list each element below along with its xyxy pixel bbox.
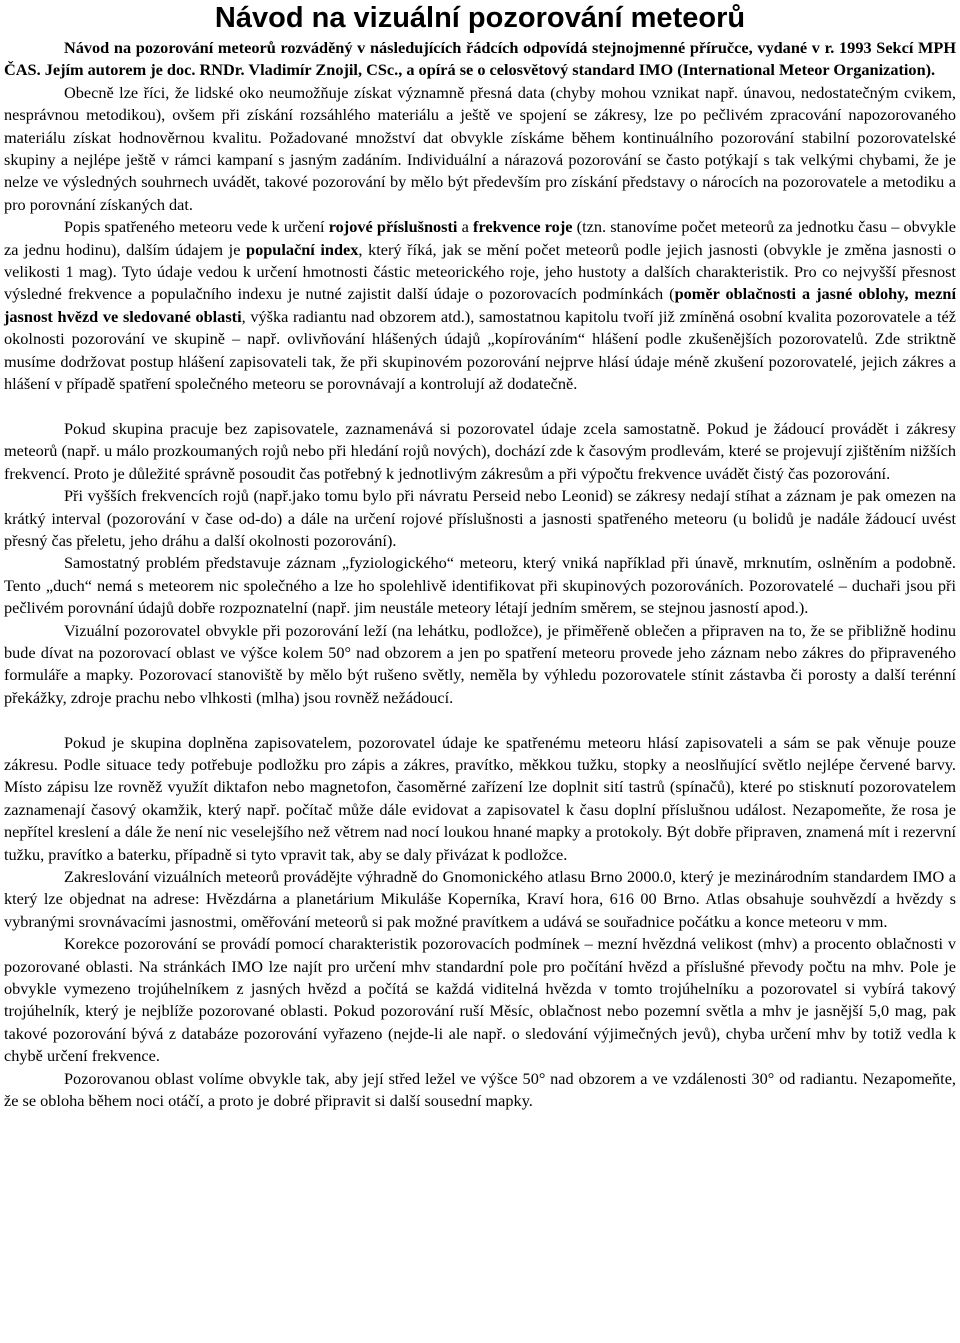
bold-term-population-index: populační index [246,239,359,259]
bold-term-shower-membership: rojové příslušnosti [328,217,458,237]
bold-term-shower-frequency: frekvence roje [473,217,573,237]
text-run: , který říká, jak se mění počet meteorů podle jejich jasnosti (obvykle je změna jasnosti o velikosti 1 mag). Tyto údaje vedou k určení hmotnosti částic meteorického roje, jeho hustoty a dalších charakteristik. Pro co nejvyšší přesnost výsledné frekvence a populačního indexu je nutné zajistit další údaje o pozorovacích podmínkách ( [4,239,956,304]
paragraph-phantom-meteor: Samostatný problém představuje záznam „fyziologického“ meteoru, který vniká například při únavě, mrknutím, oslněním a podobně. Tento „duch“ nemá s meteorem nic společného a lze ho spolehlivě identifikovat při skupinových pozorováních. Pozorovatelé – duchaři jsou při pečlivém porovnání údajů dobře rozpoznatelní (např. jim neustále meteory létají jedním směrem, se stejnou jasností apod.). [4,553,956,618]
paragraph-recorder: Pokud je skupina doplněna zapisovatelem, pozorovatel údaje ke spatřenému meteoru hlásí zapisovateli a sám se pak věnuje pouze zákresu. Podle situace tedy potřebuje podložku pro zápis a zákres, pravítko, měkkou tužku, stopky a neoslňující světlo nejlépe červené barvy. Místo zápisu lze rovněž využít diktafon nebo magnetofon, časoměrné zařízení lze doplnit sití tastrů (spínačů), které po stisknutí pozorovatelem zaznamenají časový okamžik, který např. počítač může dále evidovat a zapisovatel k času doplní příslušnou událost. Nezapomeňte, že rosa je nepřítel kreslení a dále že není nic veselejšího než větrem nad nocí loukou hnané mapky a protokoly. Být dobře připraven, znamená mít i rezervní tužku, pravítko a baterku, případně si tyto vpravit tak, aby se daly přivázat k podložce. [4,732,956,864]
paragraph-high-frequency: Při vyšších frekvencích rojů (např.jako tomu bylo při návratu Perseid nebo Leonid) se zákresy nedají stíhat a záznam je pak omezen na krátký interval (pozorování v čase od-do) a dále na určení rojové příslušnosti a jasnosti spatřeného meteoru (u bolidů je nadále žádoucí uvést přesný čas přeletu, jeho dráhu a další okolnosti pozorování). [4,486,956,550]
text-run: Popis spatřeného meteoru vede k určení [64,217,329,237]
paragraph-no-recorder: Pokud skupina pracuje bez zapisovatele, zaznamenává si pozorovatel údaje zcela samostatně. Pokud je žádoucí provádět i zákresy meteorů (např. u málo prozkoumaných rojů nebo při hledání rojů nových), dochází zde k časovým prodlevám, které se projevují zjištěním nižších frekvencí. Proto je důležité správně posoudit čas potřebný k jednotlivým zákresům a při výpočtu frekvence uvádět čistý čas pozorování. [4,418,956,483]
paragraph-description [4,216,956,395]
intro-paragraph: Návod na pozorování meteorů rozváděný v následujících řádcích odpovídá stejnojmenné příručce, vydané v r. 1993 Sekcí MPH ČAS. Jejím autorem je doc. RNDr. Vladimír Znojil, CSc., a opírá se o celosvětový standard IMO (International Meteor Organization). [4,38,956,80]
text-run: (tzn. stanovíme počet meteorů za jednotku času – obvykle za jednu hodinu), dalším údajem je [4,217,956,259]
bold-term-conditions: poměr oblačnosti a jasné oblohy, mezní jasnost hvězd ve sledované oblasti [4,284,956,326]
paragraph-gap [4,396,956,418]
text-run: , výška radiantu nad obzorem atd.), samostatnou kapitolu tvoří již zmíněná osobní kvalita pozorovatele a též okolnosti pozorování ve skupině – např. ovlivňování hlášených údajů „kopírováním“ hlášení podle zkušenějších pozorovatelů. Zde striktně musíme dodržovat postup hlášení zapisovateli tak, že při skupinovém pozorování nejprve hlásí údaje méně zkušení pozorovatelé, jejich zákres a hlášení v případě spatření společného meteoru se porovnávají a kontrolují až dodatečně. [4,306,956,394]
text-run: a [457,217,474,237]
paragraph-atlas: Zakreslování vizuálních meteorů provádějte výhradně do Gnomonického atlasu Brno 2000.0, který je mezinárodním standardem IMO a který lze objednat na adrese: Hvězdárna a planetárium Mikuláše Koperníka, Kraví hora, 616 00 Brno. Atlas obsahuje souhvězdí a hvězdy s vybranými srovnávacími jasnostmi, oměřování meteorů si pak možné pravítkem a udává se souřadnice počátku a konce meteoru v mm. [4,867,956,931]
paragraph-gap [4,709,956,731]
page-title: Návod na vizuální pozorování meteorů [214,2,746,34]
paragraph-corrections: Korekce pozorování se provádí pomocí charakteristik pozorovacích podmínek – mezní hvězdná velikost (mhv) a procento oblačnosti v pozorované oblasti. Na stránkách IMO lze najít pro určení mhv standardní pole pro počítání hvězd a příslušné převody počtu na mhv. Pole je obvykle vymezeno trojúhelníkem z jasných hvězd a počítá se každá viditelná hvězda v tomto trojúhelníku a pozorovatel si vybírá takový trojúhelník, který je nejblíže pozorované oblasti. Pokud pozorování ruší Měsíc, oblačnost nebo pozemní světla a mhv je jasnější 5,0 mag, pak takové pozorování bývá z databáze pozorování vyřazeno (nejde-li ale např. o sledování výjimečných jevů), chyba určení mhv by totiž vedla k chybě určení frekvence. [4,934,956,1066]
paragraph-field-selection: Pozorovanou oblast volíme obvykle tak, aby její střed ležel ve výšce 50° nad obzorem a ve vzdálenosti 30° od radiantu. Nezapomeňte, že se obloha během noci otáčí, a proto je dobré připravit si další sousední mapky. [4,1068,956,1111]
paragraph-accuracy: Obecně lze říci, že lidské oko neumožňuje získat významně přesná data (chyby mohou vznikat např. únavou, nedostatečným cvikem, nesprávnou metodikou), ovšem při získání rozsáhlého materiálu a ještě ve spojení se zákresy, lze po pečlivém zpracování napozorovaného materiálu získat hodnověrnou kvalitu. Požadované množství dat obvykle získáme během kontinuálního pozorování stabilní pozorovatelské skupiny a nejlépe ještě v rámci kampaní s jasným zadáním. Individuální a nárazová pozorování se často potýkají s tak velkými chybami, že je nelze ve výsledných souhrnech uvádět, takové pozorování by mělo být především pro získání představy o nárocích na pozorovatele a metodiku a pro porovnání získaných dat. [4,82,956,214]
paragraph-observer-setup: Vizuální pozorovatel obvykle při pozorování leží (na lehátku, podložce), je přiměřeně oblečen a připraven na to, že se přibližně hodinu bude dívat na pozorovací oblast ve výšce kolem 50° nad obzorem a jen po spatření meteoru provede jeho záznam nebo zákres do připraveného formuláře a mapky. Pozorovací stanoviště by mělo být rušeno světly, neměla by výhledu pozorovatele stínit zástavba či porosty a další terénní překážky, zdroje prachu nebo vlhkosti (mlha) jsou rovněž nežádoucí. [4,620,956,707]
